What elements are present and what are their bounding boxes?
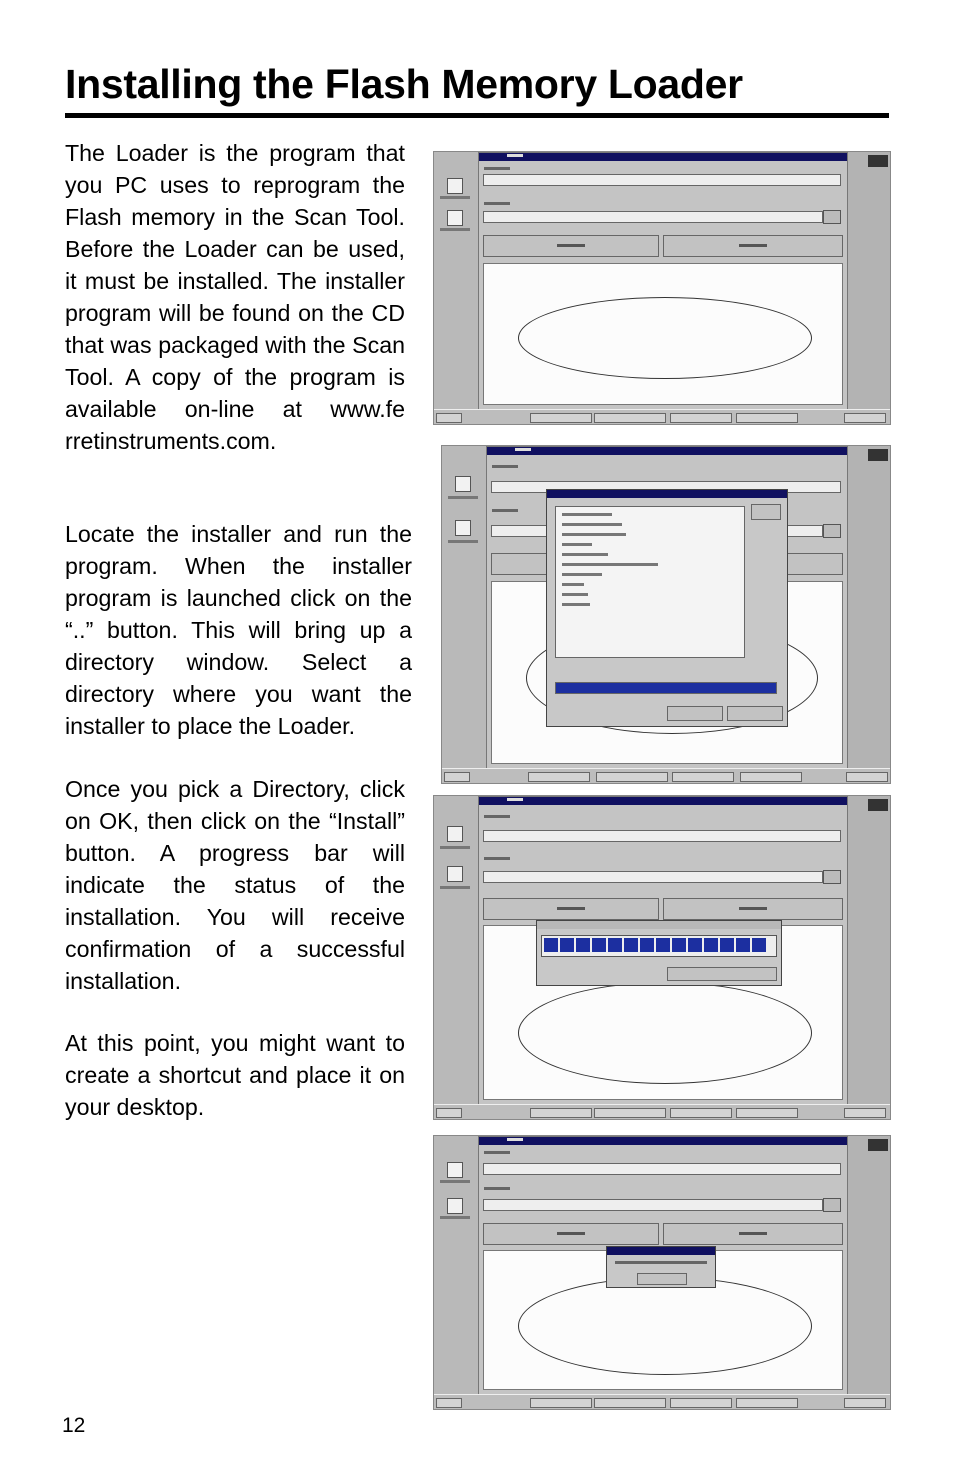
directory-label bbox=[484, 1187, 510, 1190]
desktop-right-edge bbox=[848, 796, 890, 1105]
drive-select bbox=[555, 682, 777, 694]
paragraph-install: Once you pick a Directory, click on OK, then click on the “Install” button. A progress bar will indicate the status of the installation. You will receive confirmation of a successful installation. bbox=[65, 776, 405, 994]
dialog-titlebar bbox=[537, 921, 781, 929]
desktop-right-edge bbox=[848, 446, 890, 769]
directory-tree bbox=[555, 506, 745, 658]
language-field bbox=[483, 1163, 841, 1175]
browse-dots-button bbox=[823, 524, 841, 538]
logo-ellipse bbox=[518, 982, 812, 1084]
title-rule bbox=[65, 113, 889, 118]
installer-window bbox=[478, 152, 848, 410]
progress-dialog bbox=[536, 920, 782, 986]
paragraph-locate: Locate the installer and run the program. When the installer program is launched click on the “..” button. This will bring up a directory window. Select a directory where you want the installer to place the Loader. bbox=[65, 521, 412, 739]
cancel-button bbox=[663, 235, 843, 257]
cancel-button bbox=[663, 1223, 843, 1245]
confirmation-ok-button bbox=[637, 1273, 687, 1285]
desktop-file-icon bbox=[455, 476, 471, 492]
desktop-file-icon bbox=[447, 1162, 463, 1178]
confirmation-dialog bbox=[606, 1246, 716, 1288]
install-button bbox=[483, 898, 659, 920]
taskbar bbox=[434, 409, 890, 424]
desktop-icons bbox=[434, 796, 478, 1105]
taskbar bbox=[434, 1104, 890, 1119]
new-folder-button bbox=[751, 504, 781, 520]
browse-dots-button bbox=[823, 1198, 841, 1212]
dialog-cancel-button bbox=[727, 706, 783, 721]
directory-field bbox=[483, 871, 823, 883]
desktop-right-edge bbox=[848, 1136, 890, 1395]
window-titlebar bbox=[479, 797, 847, 805]
desktop-file-icon bbox=[447, 210, 463, 226]
desktop-file-icon bbox=[447, 866, 463, 882]
window-titlebar bbox=[487, 447, 847, 455]
desktop-icons bbox=[442, 446, 486, 769]
ok-button bbox=[667, 706, 723, 721]
language-label bbox=[484, 167, 510, 170]
confirmation-message bbox=[615, 1261, 707, 1264]
screenshot-progress-dialog bbox=[433, 795, 891, 1120]
browse-dots-button bbox=[823, 210, 841, 224]
language-label bbox=[484, 1151, 510, 1154]
screenshot-install-complete bbox=[433, 1135, 891, 1410]
progress-bar bbox=[541, 935, 777, 957]
desktop-icons bbox=[434, 152, 478, 410]
directory-label bbox=[484, 202, 510, 205]
page-number: 12 bbox=[62, 1414, 86, 1437]
logo-ellipse bbox=[518, 297, 812, 379]
directory-label bbox=[492, 509, 518, 512]
desktop-icons bbox=[434, 1136, 478, 1395]
desktop-file-icon bbox=[447, 1198, 463, 1214]
taskbar bbox=[434, 1394, 890, 1409]
paragraph-shortcut: At this point, you might want to create a shortcut and place it on your desktop. bbox=[65, 1030, 405, 1120]
directory-dialog bbox=[546, 489, 788, 727]
desktop-file-icon bbox=[447, 826, 463, 842]
directory-label bbox=[484, 857, 510, 860]
window-titlebar bbox=[479, 153, 847, 161]
install-button bbox=[483, 235, 659, 257]
window-titlebar bbox=[479, 1137, 847, 1145]
page-title: Installing the Flash Memory Loader bbox=[65, 61, 743, 107]
screenshot-directory-dialog bbox=[441, 445, 891, 784]
dialog-titlebar bbox=[607, 1247, 715, 1255]
language-field bbox=[483, 830, 841, 842]
logo-ellipse bbox=[518, 1277, 812, 1375]
language-field bbox=[483, 174, 841, 186]
dialog-titlebar bbox=[547, 490, 787, 498]
directory-field bbox=[483, 1199, 823, 1211]
screenshot-installer-window bbox=[433, 151, 891, 425]
cancel-button bbox=[663, 898, 843, 920]
directory-field bbox=[483, 211, 823, 223]
taskbar bbox=[442, 768, 890, 783]
desktop-right-edge bbox=[848, 152, 890, 410]
language-label bbox=[484, 815, 510, 818]
desktop-file-icon bbox=[447, 178, 463, 194]
desktop-file-icon bbox=[455, 520, 471, 536]
logo-canvas bbox=[483, 263, 843, 405]
progress-cancel-button bbox=[667, 967, 777, 981]
paragraph-intro: The Loader is the program that you PC uses to reprogram the Flash memory in the Scan Tool. Before the Loader can be used, it must be installed. The installer program will be found on the CD that was packaged with the Scan Tool. A copy of the program is available on-line at www.fe rretinstruments.com. bbox=[65, 140, 405, 454]
install-button bbox=[483, 1223, 659, 1245]
language-label bbox=[492, 465, 518, 468]
browse-dots-button bbox=[823, 870, 841, 884]
